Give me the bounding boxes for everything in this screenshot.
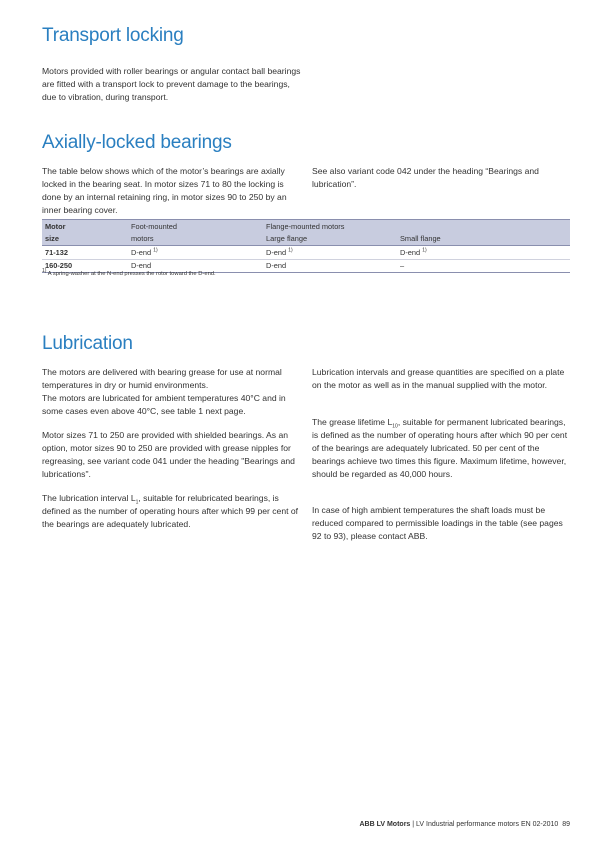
footer-brand: ABB LV Motors (359, 821, 411, 828)
header-motors: motors (128, 233, 263, 246)
footer-title: LV Industrial performance motors EN 02-2010 (416, 821, 559, 828)
lubrication-text-1: The motors are delivered with bearing grease for use at normal temperatures in dry or humid environments. (42, 367, 282, 390)
header-foot-mounted: Foot-mounted (128, 220, 263, 233)
header-large-flange: Large flange (263, 233, 397, 246)
cell-foot: D-end $^{1)}$ (128, 246, 263, 260)
axial-text-left: The table below shows which of the motor’s bearings are axially locked in the bearing seat. In motor sizes 71 to 80 the locking is done by an internal retaining ring, in motor sizes 90 to 250 by an inner bearing cover. (42, 166, 287, 215)
cell-foot: D-end (128, 259, 263, 273)
cell-large: D-end $^{1)}$ (263, 246, 397, 260)
bearing-lock-table (42, 219, 570, 273)
cell-size: 71-132 (42, 246, 128, 260)
footer-separator: | (410, 821, 417, 828)
lubrication-right-text-3: In case of high ambient temperatures the shaft loads must be reduced compared to permissible loadings in the table (see pages 92 to 93), please contact ABB. (312, 505, 563, 541)
lubrication-text-3: Motor sizes 71 to 250 are provided with shielded bearings. As an option, motor sizes 90 to 250 are provided with grease nipples for regreasing, see variant code 041 under the heading "Bearings and lubrications". (42, 430, 295, 479)
section-title-transport-locking: Transport locking (42, 25, 184, 46)
header-small-flange: Small flange (397, 233, 570, 246)
page-footer (360, 821, 571, 828)
axial-text-right: See also variant code 042 under the heading “Bearings and lubrication”. (312, 166, 539, 189)
lubrication-right-text-1: Lubrication intervals and grease quantities are specified on a plate on the motor as well as in the manual supplied with the motor. (312, 367, 565, 390)
cell-size: 160-250 (42, 259, 128, 273)
cell-small: – (397, 259, 570, 273)
header-size: size (42, 233, 128, 246)
header-flange-mounted: Flange-mounted motors (263, 220, 570, 233)
lubrication-text-4: The lubrication interval $L_1$, suitable for relubricated bearings, is defined as the number of operating hours after which 99 per cent of the bearings are adequately lubricated. (42, 493, 299, 529)
table-row (42, 246, 570, 260)
lubrication-right-text-2: The grease lifetime $L_{10}$, suitable for permanent lubricated bearings, is defined as the number of operating hours after which 90 per cent of the bearings are adequately lubricated. 50 per cent of the bearings achieve two times this figure. Maximum lifetime, however, should be regarded as 40,000 hours. (312, 417, 568, 479)
cell-large: D-end (263, 259, 397, 273)
transport-locking-text: Motors provided with roller bearings or angular contact ball bearings are fitted with a transport lock to prevent damage to the bearings, due to vibration, during transport. (42, 66, 301, 102)
section-title-axially-locked-bearings: Axially-locked bearings (42, 132, 232, 153)
lubrication-text-2: The motors are lubricated for ambient temperatures 40°C and in some cases even above 40°C, see table 1 next page. (42, 393, 286, 416)
page-number: 89 (562, 821, 570, 828)
header-motor: Motor (42, 220, 128, 233)
table-header-row (42, 233, 570, 246)
table-footnote: $^{1)}$ A spring-washer at the N-end presses the rotor toward the D-end. (42, 268, 216, 277)
section-title-lubrication: Lubrication (42, 333, 133, 354)
cell-small: D-end $^{1)}$ (397, 246, 570, 260)
table-header-row (42, 220, 570, 233)
